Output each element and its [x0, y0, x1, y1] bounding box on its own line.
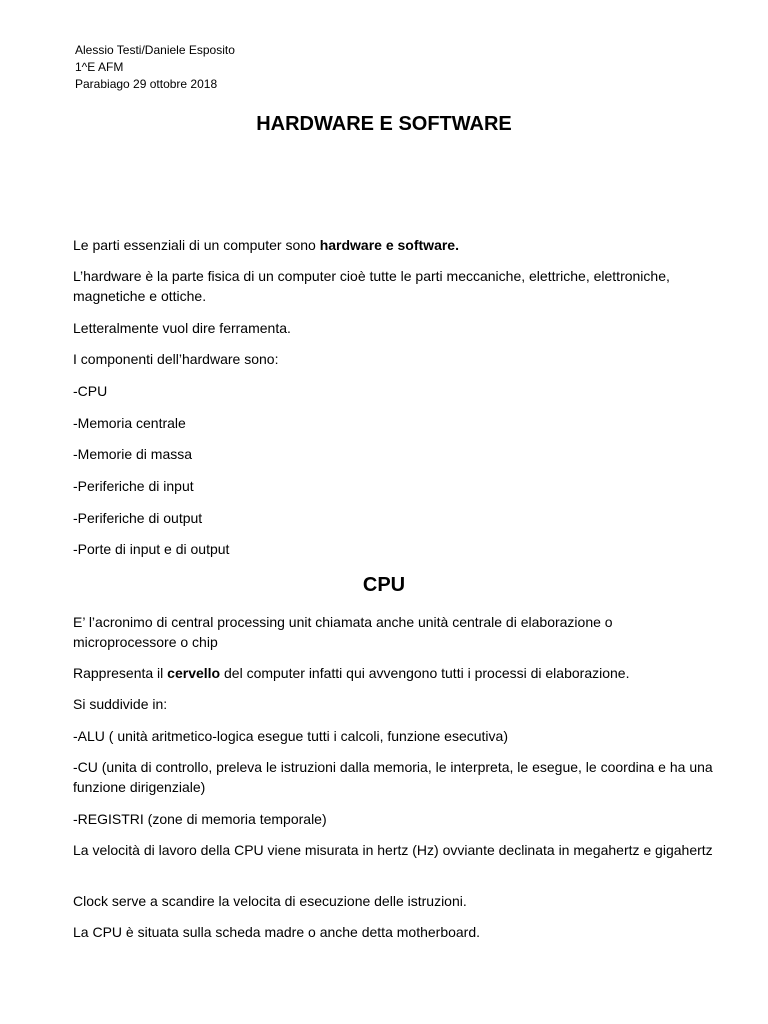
- cpu-paragraph-2: [73, 663, 713, 683]
- cpu-bold-text: cervello: [167, 665, 221, 681]
- intro-paragraph-4: I componenti dell’hardware sono:: [73, 351, 279, 367]
- component-item-output-peripherals: -Periferiche di output: [73, 510, 203, 526]
- component-item-mass-storage: -Memorie di massa: [73, 446, 193, 462]
- cpu-text-after: del computer infatti qui avvengono tutti i processi di elaborazione.: [220, 665, 630, 681]
- document-title: HARDWARE E SOFTWARE: [256, 113, 512, 135]
- cpu-paragraph-cu: -CU (unita di controllo, preleva le istruzioni dalla memoria, le interpreta, le esegue, le coordina e ha una funzione dirigenziale): [73, 759, 713, 795]
- cpu-heading: CPU: [362, 574, 406, 596]
- author-names: Alessio Testi/Daniele Esposito: [75, 43, 235, 57]
- intro-text: Le parti essenziali di un computer sono: [73, 237, 320, 253]
- cpu-paragraph-clock: Clock serve a scandire la velocita di esecuzione delle istruzioni.: [73, 893, 467, 909]
- component-item-cpu: -CPU: [73, 383, 108, 399]
- cpu-paragraph-alu: -ALU ( unità aritmetico-logica esegue tutti i calcoli, funzione esecutiva): [73, 728, 508, 744]
- cpu-paragraph-3: Si suddivide in:: [73, 696, 168, 712]
- component-item-input-peripherals: -Periferiche di input: [73, 478, 194, 494]
- component-item-central-memory: -Memoria centrale: [73, 415, 186, 431]
- place-date: Parabiago 29 ottobre 2018: [75, 77, 218, 91]
- intro-paragraph-3: Letteralmente vuol dire ferramenta.: [73, 320, 291, 336]
- intro-paragraph-1: [73, 235, 713, 255]
- class-name: 1^E AFM: [75, 60, 124, 74]
- cpu-paragraph-motherboard: La CPU è situata sulla scheda madre o anche detta motherboard.: [73, 924, 481, 940]
- intro-bold-text: hardware e software.: [319, 237, 459, 253]
- cpu-text-before: Rappresenta il: [73, 665, 168, 681]
- cpu-paragraph-1: E’ l’acronimo di central processing unit chiamata anche unità centrale di elaborazione o microprocessore o chip: [73, 614, 613, 650]
- cpu-paragraph-speed: La velocità di lavoro della CPU viene misurata in hertz (Hz) ovviante declinata in megahertz e gigahertz: [73, 842, 713, 858]
- cpu-paragraph-registri: -REGISTRI (zone di memoria temporale): [73, 811, 327, 827]
- intro-paragraph-2: L’hardware è la parte fisica di un computer cioè tutte le parti meccaniche, elettriche, elettroniche, magnetiche e ottiche.: [73, 268, 670, 304]
- component-item-io-ports: -Porte di input e di output: [73, 541, 230, 557]
